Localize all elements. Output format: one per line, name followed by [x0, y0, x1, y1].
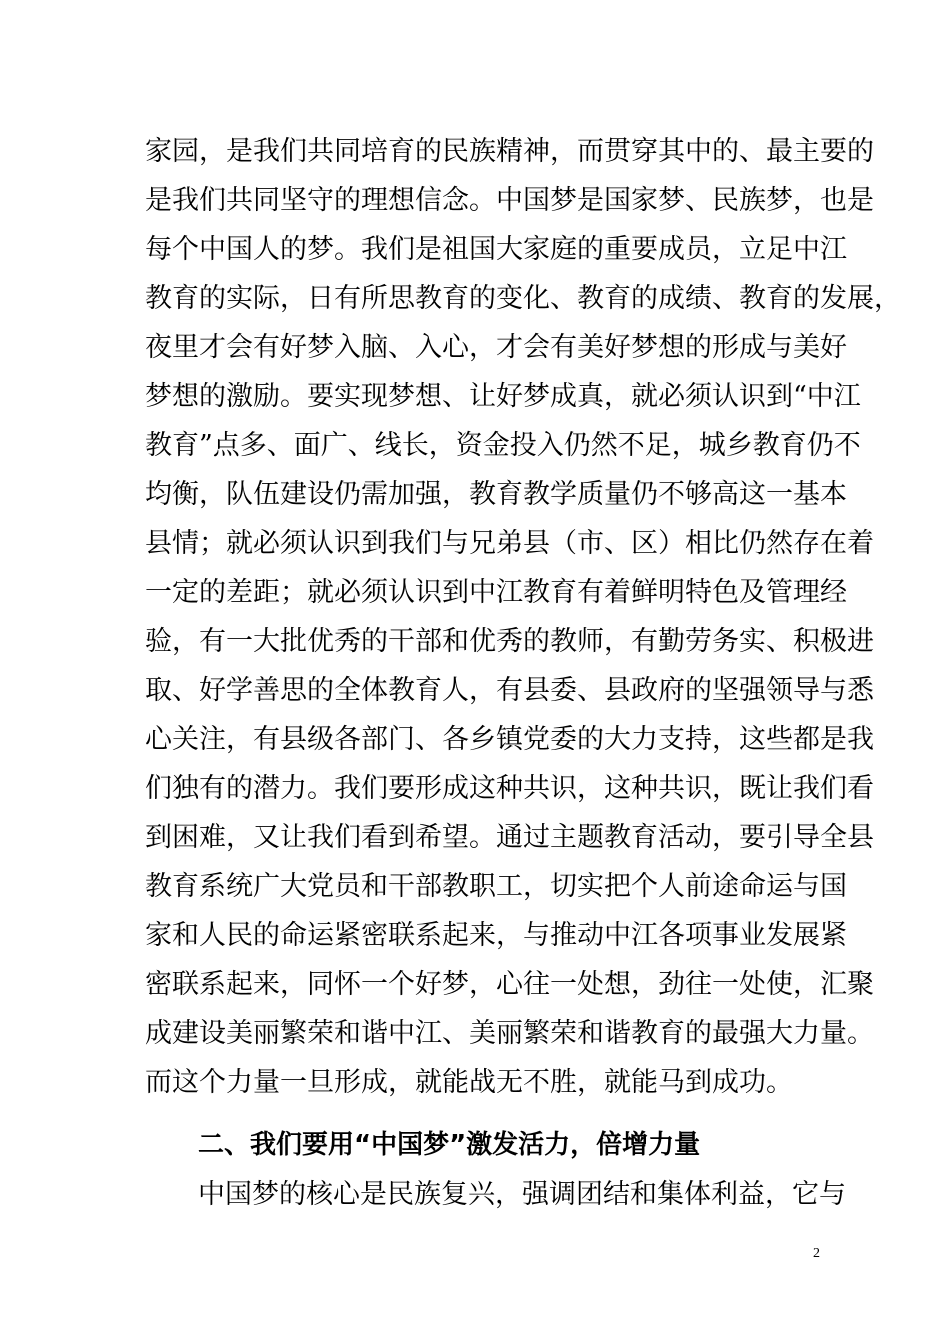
paragraph-line: 均衡，队伍建设仍需加强，教育教学质量仍不够高这一基本	[145, 479, 847, 510]
paragraph-line: 教育的实际，日有所思教育的变化、教育的成绩、教育的发展，	[145, 283, 901, 314]
next-paragraph-first-line: 中国梦的核心是民族复兴，强调团结和集体利益，它与	[198, 1179, 846, 1210]
paragraph-line: 每个中国人的梦。我们是祖国大家庭的重要成员，立足中江	[145, 234, 847, 265]
paragraph-line: 夜里才会有好梦入脑、入心，才会有美好梦想的形成与美好	[145, 332, 847, 363]
paragraph-line: 是我们共同坚守的理想信念。中国梦是国家梦、民族梦，也是	[145, 185, 874, 216]
paragraph-line: 梦想的激励。要实现梦想、让好梦成真，就必须认识到“中江	[145, 381, 861, 412]
paragraph-line: 家和人民的命运紧密联系起来，与推动中江各项事业发展紧	[145, 920, 847, 951]
paragraph-line: 验，有一大批优秀的干部和优秀的教师，有勤劳务实、积极进	[145, 626, 874, 657]
paragraph-line: 教育”点多、面广、线长，资金投入仍然不足，城乡教育仍不	[145, 430, 861, 461]
paragraph-line: 心关注，有县级各部门、各乡镇党委的大力支持，这些都是我	[145, 724, 874, 755]
paragraph-line: 家园，是我们共同培育的民族精神，而贯穿其中的、最主要的	[145, 136, 874, 167]
section-heading: 二、我们要用“中国梦”激发活力，倍增力量	[198, 1130, 701, 1160]
paragraph-line: 们独有的潜力。我们要形成这种共识，这种共识，既让我们看	[145, 773, 874, 804]
body-paragraph	[145, 127, 901, 1107]
paragraph-line: 到困难，又让我们看到希望。通过主题教育活动，要引导全县	[145, 822, 874, 853]
paragraph-line: 取、好学善思的全体教育人，有县委、县政府的坚强领导与悉	[145, 675, 874, 706]
paragraph-line: 县情；就必须认识到我们与兄弟县（市、区）相比仍然存在着	[145, 528, 874, 559]
paragraph-line: 成建设美丽繁荣和谐中江、美丽繁荣和谐教育的最强大力量。	[145, 1018, 874, 1049]
paragraph-line-last: 而这个力量一旦形成，就能战无不胜，就能马到成功。	[145, 1067, 793, 1098]
paragraph-line: 一定的差距；就必须认识到中江教育有着鲜明特色及管理经	[145, 577, 847, 608]
paragraph-line: 密联系起来，同怀一个好梦，心往一处想，劲往一处使，汇聚	[145, 969, 874, 1000]
page-number: 2	[813, 1246, 820, 1261]
paragraph-line: 教育系统广大党员和干部教职工，切实把个人前途命运与国	[145, 871, 847, 902]
